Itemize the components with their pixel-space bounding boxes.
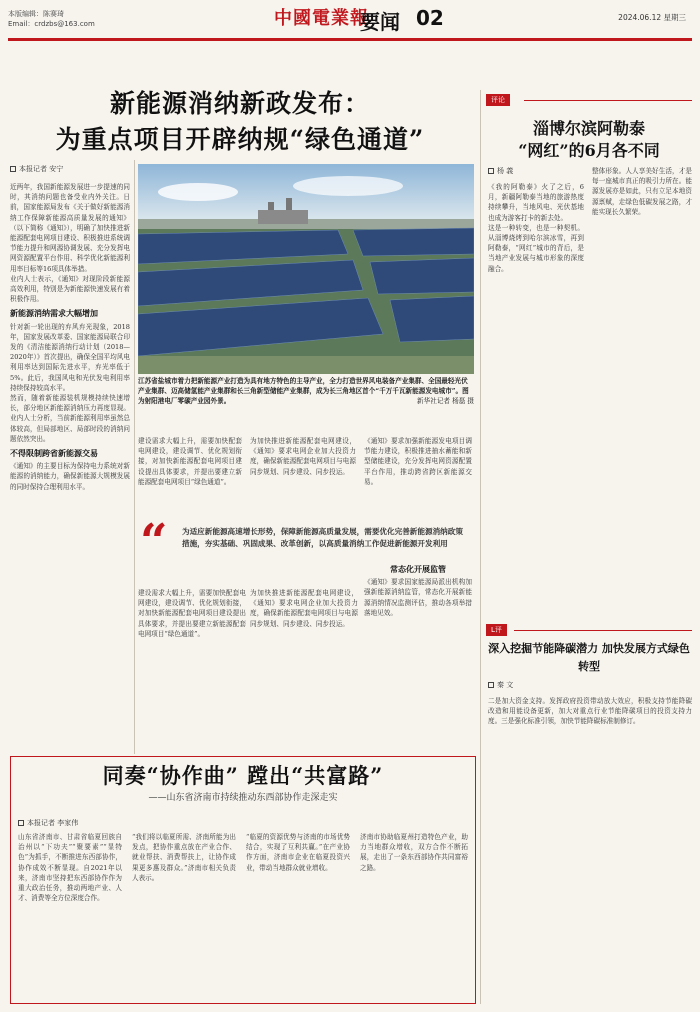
byline-square-icon <box>488 682 494 688</box>
section2-body <box>488 696 692 1002</box>
lead-column-2 <box>138 436 242 516</box>
feature-column-1 <box>18 832 122 998</box>
lead-byline <box>10 164 63 174</box>
feature-para-1: 山东省济南市、甘肃省临夏回族自治州以“下功夫”“聚要素”“显特色”为抓手，不断推进东西部协作，协作成效不断显现。自2021年以来，济南市坚持把东西部协作作为重大政治任务，推动两地产业、人才、消费等全方位深度合作。 <box>18 833 122 903</box>
commentary-column-2 <box>592 166 692 618</box>
lead-col4-text: 《通知》要求加强新能源发电项目调节能力建设，积极推进抽水蓄能和新型储能建设，充分发挥电网资源配置平台作用，推动跨省跨区新能源交易。 <box>364 437 472 486</box>
section2-title: 深入挖掘节能降碳潜力 加快发展方式绿色转型 <box>488 642 690 673</box>
byline-square-icon <box>10 166 16 172</box>
solar-farm-photo <box>138 164 474 374</box>
feature-para-3: “临夏的资源优势与济南的市场优势结合，实现了互利共赢。”在产业协作方面，济南市企业在临夏投资兴业，带动当地群众就业增收。 <box>246 833 350 872</box>
editor-info <box>8 9 148 29</box>
subhead-trade: 不得限制跨省新能源交易 <box>10 448 98 459</box>
issue-date: 2024.06.12 星期三 <box>618 13 686 22</box>
section2-tag-label: L评 <box>486 624 507 636</box>
lead-column-1 <box>10 182 130 750</box>
commentary-title-line-2: “网红”的6月各不同 <box>518 141 660 160</box>
section2-byline <box>488 680 513 690</box>
photo-caption <box>138 376 474 406</box>
section-name: 要闻 <box>360 10 400 34</box>
solar-farm-illustration <box>138 164 474 374</box>
subhead-demand: 新能源消纳需求大幅增加 <box>10 308 98 319</box>
section2-tag-rule <box>514 630 692 631</box>
newspaper-logo: 中國電業報 <box>274 8 369 29</box>
section2-tag <box>486 624 692 636</box>
section2-byline-text: 秦 文 <box>497 681 514 689</box>
masthead-rule <box>8 38 692 41</box>
commentary-tag-label: 评论 <box>486 94 510 106</box>
headline-line-2: 为重点项目开辟纳规“绿色通道” <box>55 125 425 154</box>
lead-col2b-text: 建设需求大幅上升，需要加快配套电网建设，建设调节、优化规划衔接，对加快新能源配套电网项目建设提出具体要求，并提出要建立新能源配套电网项目“绿色通道”。 <box>138 589 246 638</box>
feature-para-2: “我们将以临夏所需、济南所能为出发点，把协作重点放在产业合作、就业帮扶、消费帮扶上，让协作成果更多惠及群众。”济南市相关负责人表示。 <box>132 833 236 882</box>
commentary-para-2: 这是一种转变，也是一种契机。从淄博烧烤到哈尔滨冰雪，再到阿勒泰，“网红”城市的背后，是当地产业发展与城市形象的深度融合。 <box>488 223 584 273</box>
editor-email: Email：crdzbs@163.com <box>8 20 95 28</box>
commentary-byline-text: 杨 義 <box>497 167 514 175</box>
commentary-para-1: 《我的阿勒泰》火了之后，6月，新疆阿勒泰当地的旅游热度持续攀升，当地风电、光伏基地也成为游客打卡的新去处。 <box>488 183 584 222</box>
commentary-tag <box>486 94 692 106</box>
section2-text: 二是加大资金支持。发挥政府投资带动放大效应，积极支持节能降碳改造和用能设备更新，加大对重点行业节能降碳项目的投资支持力度。三是强化标准引领，加快节能降碳标准制修订。 <box>488 697 692 726</box>
lead-headline <box>8 86 472 158</box>
lead-para-4: 然而，随着新能源装机规模持续快速增长，部分地区新能源消纳压力再度显现。业内人士分析，当前新能源利用率虽然总体较高，但局部地区、局部时段的消纳问题依然突出。 <box>10 394 130 443</box>
headline-line-1: 新能源消纳新政发布： <box>109 89 370 118</box>
editor-name: 本版编辑：陈赛琦 <box>8 10 64 18</box>
feature-subtitle: ——山东省济南市持续推动东西部协作走深走实 <box>148 793 338 803</box>
feature-byline <box>18 818 78 828</box>
lead-col3-text: 为加快推进新能源配套电网建设，《通知》要求电网企业加大投资力度，确保新能源配套电网项目与电源同步规划、同步建设、同步投运。 <box>250 437 356 476</box>
feature-para-4: 济南市协助临夏州打造特色产业，助力当地群众增收，双方合作不断拓展，走出了一条东西部协作共同富裕之路。 <box>360 833 468 872</box>
commentary-tag-rule <box>524 100 692 101</box>
lead-col4b-text: 《通知》要求国家能源局派出机构加强新能源消纳监管，常态化开展新能源消纳情况监测评估，推动各项举措落地见效。 <box>364 578 472 617</box>
lead-column-3b <box>250 588 358 748</box>
feature-column-3 <box>246 832 350 998</box>
masthead <box>8 0 692 38</box>
page-number: 02 <box>416 6 444 30</box>
feature-byline-text: 本报记者 李家伟 <box>27 819 79 827</box>
lead-column-2b <box>138 588 246 748</box>
commentary-title <box>486 118 692 162</box>
lead-column-3 <box>250 436 356 516</box>
feature-column-2 <box>132 832 236 998</box>
commentary-column-1 <box>488 182 584 618</box>
column-divider <box>134 160 135 754</box>
lead-column-4b <box>364 560 472 750</box>
commentary-byline <box>488 166 513 176</box>
lead-col2-text: 建设需求大幅上升，需要加快配套电网建设，建设调节、优化规划衔接，对加快新能源配套电网项目建设提出具体要求，并提出要建立新能源配套电网项目“绿色通道”。 <box>138 437 242 486</box>
lead-col3b-text: 为加快推进新能源配套电网建设，《通知》要求电网企业加大投资力度，确保新能源配套电网项目与电源同步规划、同步建设、同步投运。 <box>250 589 358 628</box>
feature-column-4 <box>360 832 468 998</box>
quote-mark-icon: “ <box>140 514 168 570</box>
subhead-supervision: 常态化开展监管 <box>390 564 446 574</box>
lead-para-5: 《通知》的主要目标为保持电力系统对新能源的消纳能力，确保新能源大规模发展的同时保持合理利用水平。 <box>10 462 130 491</box>
lead-para-2: 业内人士表示，《通知》对现阶段新能源高效利用，特别是为新能源快速发展有着积极作用。 <box>10 274 130 304</box>
pull-quote-text: 为适应新能源高速增长形势，保障新能源高质量发展，需要优化完善新能源消纳政策措施，夯实基础、巩固成果、改革创新，以高质量消纳工作促进新能源开发利用 <box>182 527 463 548</box>
commentary-para-3: 整体形象。人人享美好生活，才是每一座城市真正的吸引力所在。能源发展亦是如此，只有立足本地资源禀赋，走绿色低碳发展之路，才能实现长久繁荣。 <box>592 167 692 216</box>
byline-square-icon <box>18 820 24 826</box>
commentary-title-line-1: 淄博尔滨阿勒泰 <box>532 119 645 138</box>
right-column-divider <box>480 90 481 1004</box>
lead-para-1: 近两年，我国新能源发展进一步提速的同时，其消纳问题也备受业内外关注。日前，国家能源局发布《关于做好新能源消纳工作保障新能源高质量发展的通知》（以下简称《通知》），明确了加快推进新能源配套电网项目建设、积极推进系统调节能力提升和网源协调发展、充分发挥电网资源配置平台作用、科学优化新能源利用率目标等16项具体举措。 <box>10 183 130 273</box>
byline-text: 本报记者 安宁 <box>19 165 64 173</box>
feature-title: 同奏“协作曲” 蹚出“共富路” <box>102 763 384 788</box>
byline-square-icon <box>488 168 494 174</box>
photo-credit: 新华社记者 杨磊 摄 <box>417 397 474 405</box>
photo-caption-text: 江苏省盐城市着力把新能源产业打造为具有地方特色的主导产业，全力打造世界风电装备产业集群、全国最轻光伏产业集群、迈高储氢能产业集群和长三角新型储能产业集群，成为长三角地区首个“千万千瓦新能源发电城市”。图为射阳港电厂零碳产业园外景。 <box>138 377 469 405</box>
lead-para-3: 针对新一轮出现的弃风弃光现象，2018年，国家发展改革委、国家能源局联合印发的《清洁能源消纳行动计划（2018—2020年）》首次提出，确保全国平均风电利用率达到国际先进水平，弃光率低于5%。此后，我国风电和光伏发电利用率持续保持较高水平。 <box>10 322 130 392</box>
